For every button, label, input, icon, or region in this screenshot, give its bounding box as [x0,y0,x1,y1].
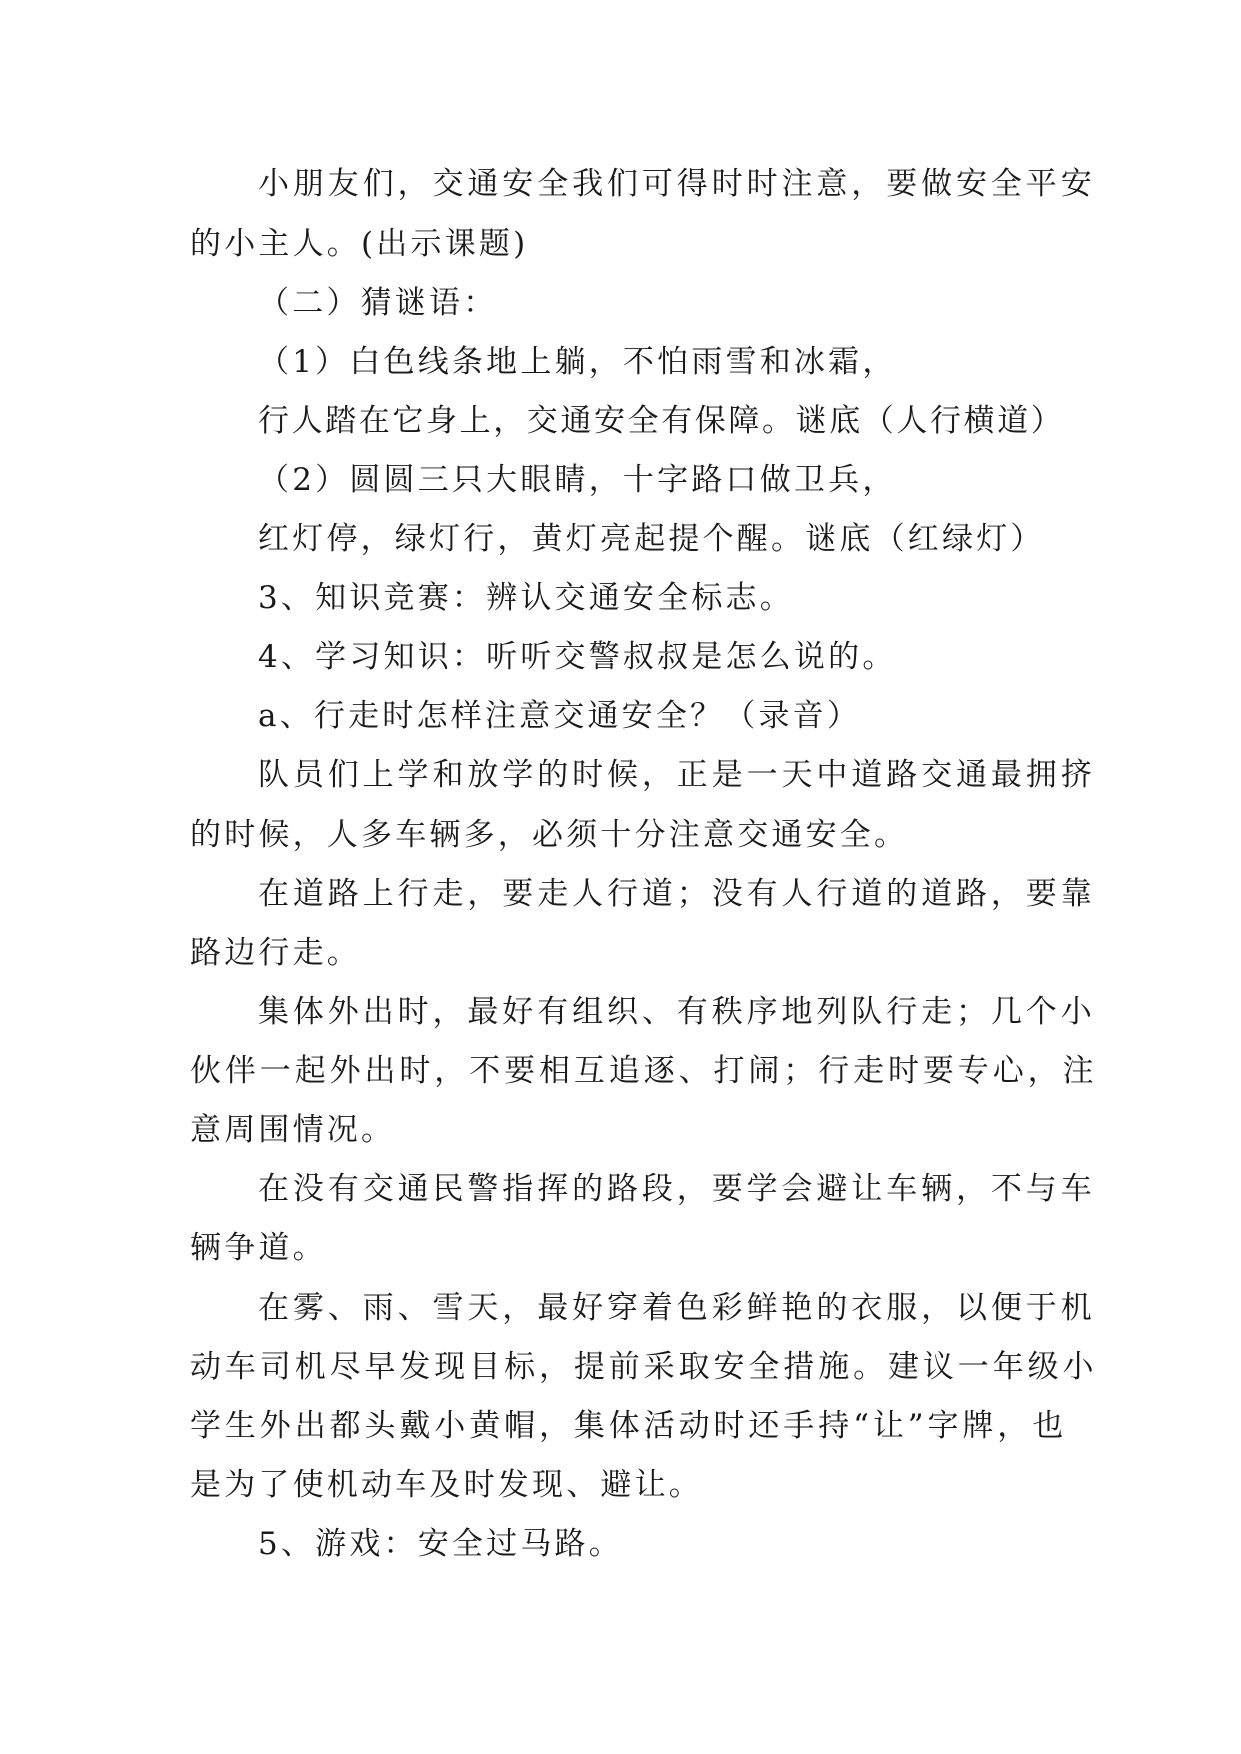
text-line: 路边行走。 [190,935,361,971]
text-line: 伙伴一起外出时，不要相互追逐、打闹；行走时要专心，注 [190,1053,1098,1089]
text-line: 动车司机尽早发现目标，提前采取安全措施。建议一年级小 [190,1349,1098,1385]
text-line: 小朋友们，交通安全我们可得时时注意，要做安全平安 [258,166,1096,202]
text-line: 辆争道。 [190,1230,327,1266]
section-heading: 4、学习知识：听听交警叔叔是怎么说的。 [258,639,897,675]
text-line: 在道路上行走，要走人行道；没有人行道的道路，要靠 [258,876,1096,912]
text-line: 学生外出都头戴小黄帽，集体活动时还手持“让”字牌，也 [190,1408,1068,1444]
text-line: 在没有交通民警指挥的路段，要学会避让车辆，不与车 [258,1171,1096,1207]
text-line: 意周围情况。 [190,1112,396,1148]
riddle-line: 红灯停，绿灯行，黄灯亮起提个醒。谜底（红绿灯） [258,521,1045,557]
text-line: 集体外出时，最好有组织、有秩序地列队行走；几个小 [258,994,1096,1030]
riddle-line: 行人踏在它身上，交通安全有保障。谜底（人行横道） [258,403,1065,439]
riddle-line: （1）白色线条地上躺，不怕雨雪和冰霜， [258,344,897,380]
subsection-heading: a、行走时怎样注意交通安全？（录音） [258,698,862,734]
text-line: 的时候，人多车辆多，必须十分注意交通安全。 [190,817,909,853]
text-line: 队员们上学和放学的时候，正是一天中道路交通最拥挤 [258,757,1096,793]
text-line: 是为了使机动车及时发现、避让。 [190,1467,703,1503]
text-line: 在雾、雨、雪天，最好穿着色彩鲜艳的衣服，以便于机 [258,1290,1096,1326]
section-heading: 5、游戏：安全过马路。 [258,1526,623,1562]
section-heading: 3、知识竞赛：辨认交通安全标志。 [258,580,794,616]
text-line: 的小主人。(出示课题) [190,226,529,262]
section-heading: （二）猜谜语： [258,285,498,321]
riddle-line: （2）圆圆三只大眼睛，十字路口做卫兵， [258,462,897,498]
